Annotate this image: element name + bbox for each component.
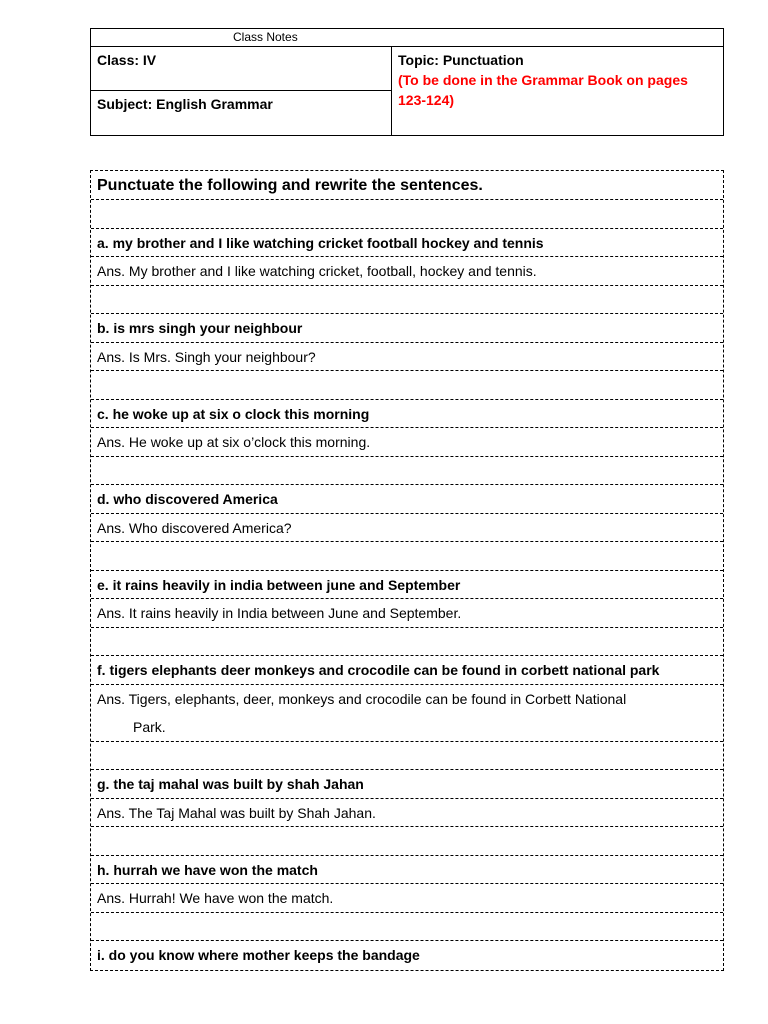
- question-i: i. do you know where mother keeps the bandage: [97, 947, 420, 963]
- answer-g: Ans. The Taj Mahal was built by Shah Jahan.: [91, 799, 723, 828]
- question-c: c. he woke up at six o clock this morning: [91, 400, 723, 429]
- blank-row: [91, 371, 723, 400]
- answer-f: [91, 685, 723, 742]
- question-d: d. who discovered America: [91, 485, 723, 514]
- blank-row: [91, 542, 723, 571]
- question-b: b. is mrs singh your neighbour: [91, 314, 723, 343]
- blank-row: [91, 286, 723, 315]
- blank-row: [91, 457, 723, 486]
- blank-row: [91, 200, 723, 229]
- answer-f-line1: Ans. Tigers, elephants, deer, monkeys and crocodile can be found in Corbett National: [97, 690, 627, 707]
- subject-cell: [91, 91, 392, 136]
- class-notes-label: Class Notes: [91, 29, 723, 47]
- header-table: [90, 28, 724, 136]
- class-label: Class: IV: [97, 52, 157, 68]
- topic-note: (To be done in the Grammar Book on pages 123-124): [398, 72, 688, 108]
- question-f: f. tigers elephants deer monkeys and crocodile can be found in corbett national park: [91, 656, 723, 685]
- answer-e: Ans. It rains heavily in India between June and September.: [91, 599, 723, 628]
- question-h: h. hurrah we have won the match: [91, 856, 723, 885]
- answer-c: Ans. He woke up at six o’clock this morning.: [91, 428, 723, 457]
- answer-f-line2: Park.: [133, 718, 166, 735]
- answer-a: Ans. My brother and I like watching cricket, football, hockey and tennis.: [91, 257, 723, 286]
- topic-label: Topic: Punctuation: [398, 52, 524, 68]
- question-a: a. my brother and I like watching cricket football hockey and tennis: [91, 229, 723, 258]
- class-cell: [91, 47, 392, 91]
- question-g: g. the taj mahal was built by shah Jahan: [91, 770, 723, 799]
- answer-b: Ans. Is Mrs. Singh your neighbour?: [91, 343, 723, 372]
- subject-label: Subject: English Grammar: [97, 96, 273, 112]
- question-e: e. it rains heavily in india between june and September: [91, 571, 723, 600]
- answer-h: Ans. Hurrah! We have won the match.: [91, 884, 723, 913]
- blank-row: [91, 913, 723, 942]
- answer-d: Ans. Who discovered America?: [91, 514, 723, 543]
- topic-cell: [392, 47, 723, 136]
- blank-row: [91, 628, 723, 657]
- blank-row: [91, 827, 723, 856]
- worksheet-table: [90, 170, 724, 971]
- blank-row: [91, 742, 723, 771]
- worksheet-title: Punctuate the following and rewrite the sentences.: [91, 171, 723, 200]
